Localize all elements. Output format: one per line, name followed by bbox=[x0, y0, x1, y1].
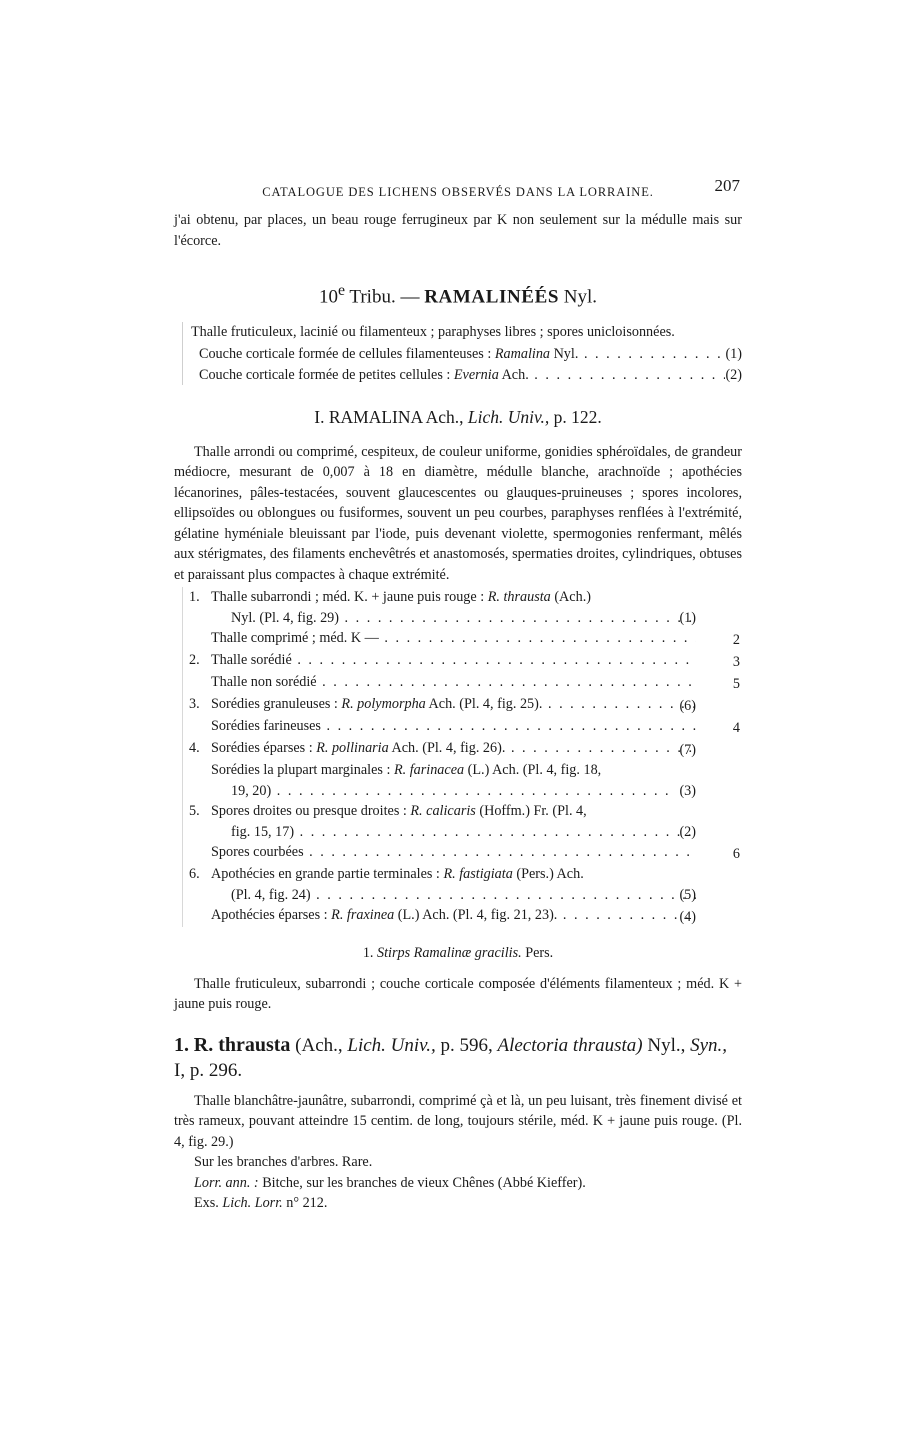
key-species-ref: (4) bbox=[679, 908, 696, 925]
key-row: Spores courbées . . . 6 bbox=[189, 842, 742, 864]
exsiccata-note: Exs. Lich. Lorr. n° 212. bbox=[194, 1195, 328, 1212]
page-number: 207 bbox=[714, 176, 740, 195]
key-goto: 4 bbox=[732, 719, 740, 736]
key-goto: 6 bbox=[732, 845, 740, 862]
key-number: 2. bbox=[189, 652, 200, 669]
key-row: 6. Apothécies en grande partie terminales : R. fastigiata (Pers.) Ach. (Pl. 4, fig. 24) . . . (5) bbox=[189, 864, 742, 905]
key-row: 5. Spores droites ou presque droites : R. calicaris (Hoffm.) Fr. (Pl. 4, fig. 15, 17) . . . (2) bbox=[189, 801, 742, 842]
key-species-ref: (3) bbox=[679, 782, 696, 799]
key-number: 3. bbox=[189, 696, 200, 713]
intro-paragraph: j'ai obtenu, par places, un beau rouge ferrugineux par K non seulement sur la médulle mais sur l'écorce. bbox=[174, 212, 742, 249]
key-row: Thalle non sorédié . . . 5 bbox=[189, 672, 742, 694]
key-species-ref: (6) bbox=[679, 697, 696, 714]
tribe-key-row: Couche corticale formée de petites cellules : Evernia Ach. . . . (2) bbox=[199, 365, 742, 386]
key-row: Thalle comprimé ; méd. K — . . . 2 bbox=[189, 628, 742, 650]
habitat-note: Sur les branches d'arbres. Rare. bbox=[194, 1154, 373, 1171]
tribe-name: RAMALINÉÉS bbox=[424, 286, 560, 308]
locality-note: Lorr. ann. : Bitche, sur les branches de vieux Chênes (Abbé Kieffer). bbox=[194, 1174, 586, 1191]
species-heading: 1. R. thrausta (Ach., Lich. Univ., p. 596, Alectoria thrausta) Nyl., Syn., I, p. 296. bbox=[174, 1033, 728, 1081]
species-description: Thalle blanchâtre-jaunâtre, subarrondi, comprimé çà et là, un peu luisant, très finement divisé et très rameux, pouvant atteindre 15 centim. de long, toujours stérile, méd. K + jaune puis rouge. (Pl. 4, fig. 29.) bbox=[174, 1092, 742, 1150]
tribe-key bbox=[182, 322, 742, 386]
key-row: Apothécies éparses : R. fraxinea (L.) Ach. (Pl. 4, fig. 21, 23). . . . (4) bbox=[189, 905, 742, 927]
key-goto: 3 bbox=[732, 653, 740, 670]
key-goto: 5 bbox=[732, 675, 740, 692]
running-title: CATALOGUE DES LICHENS OBSERVÉS DANS LA LORRAINE. bbox=[262, 185, 654, 199]
tribe-key-row: Couche corticale formée de cellules filamenteuses : Ramalina Nyl. . . . (1) bbox=[199, 344, 742, 365]
key-row: 1. Thalle subarrondi ; méd. K. + jaune puis rouge : R. thrausta (Ach.) Nyl. (Pl. 4, fig. 29) . . . (1) bbox=[189, 587, 742, 628]
genus-heading: I. RAMALINA Ach., Lich. Univ., p. 122. bbox=[314, 407, 602, 428]
key-number: 1. bbox=[189, 589, 200, 606]
key-row: Sorédies farineuses . . . 4 bbox=[189, 716, 742, 738]
genus-description: Thalle arrondi ou comprimé, cespiteux, de couleur uniforme, gonidies sphéroïdales, de grandeur médiocre, mesurant de 0,007 à 18 en diamètre, médulle blanche, arachnoïde ; apothécies lécanorines, pâles-testacées, souvent glaucescentes ou glauques-pruineuses ; spores incolores, ellipsoïdes ou oblongues ou fusiformes, souvent un peu courbes, paraphyses renflées à l'extrémité, gélatine hyméniale bleuissant par l'iode, puis devenant violette, spermogonies renfermant, mêlés aux stérigmates, des filaments enchevêtrés et anastomosés, spermaties droites, cylindriques, obtuses et paraissant plus compactes à chaque extrémité. bbox=[174, 443, 742, 583]
key-species-ref: (2) bbox=[679, 823, 696, 840]
tribe-lead: Thalle fruticuleux, lacinié ou filamenteux ; paraphyses libres ; spores unicloisonnées. bbox=[191, 323, 675, 340]
key-goto: 2 bbox=[732, 631, 740, 648]
running-header bbox=[174, 176, 742, 200]
stirps-description: Thalle fruticuleux, subarrondi ; couche corticale composée d'éléments filamenteux ; méd. K + jaune puis rouge. bbox=[174, 975, 742, 1013]
key-row: Sorédies la plupart marginales : R. farinacea (L.) Ach. (Pl. 4, fig. 18, 19, 20) . . . (3) bbox=[189, 760, 742, 801]
tribe-heading: 10e Tribu. — RAMALINÉÉS Nyl. bbox=[318, 282, 598, 308]
key-species-ref: (1) bbox=[679, 609, 696, 626]
key-number: 6. bbox=[189, 866, 200, 883]
key-row: 4. Sorédies éparses : R. pollinaria Ach. (Pl. 4, fig. 26). . . . (7) bbox=[189, 738, 742, 760]
species-key bbox=[182, 587, 742, 927]
key-row: 2. Thalle sorédié . . . 3 bbox=[189, 650, 742, 672]
key-species-ref: (5) bbox=[679, 886, 696, 903]
page bbox=[174, 176, 742, 1214]
key-number: 5. bbox=[189, 803, 200, 820]
key-row: 3. Sorédies granuleuses : R. polymorpha Ach. (Pl. 4, fig. 25). . . . (6) bbox=[189, 694, 742, 716]
key-species-ref: (7) bbox=[679, 741, 696, 758]
stirps-heading: 1. Stirps Ramalinæ gracilis. Pers. bbox=[362, 945, 554, 962]
key-number: 4. bbox=[189, 740, 200, 757]
